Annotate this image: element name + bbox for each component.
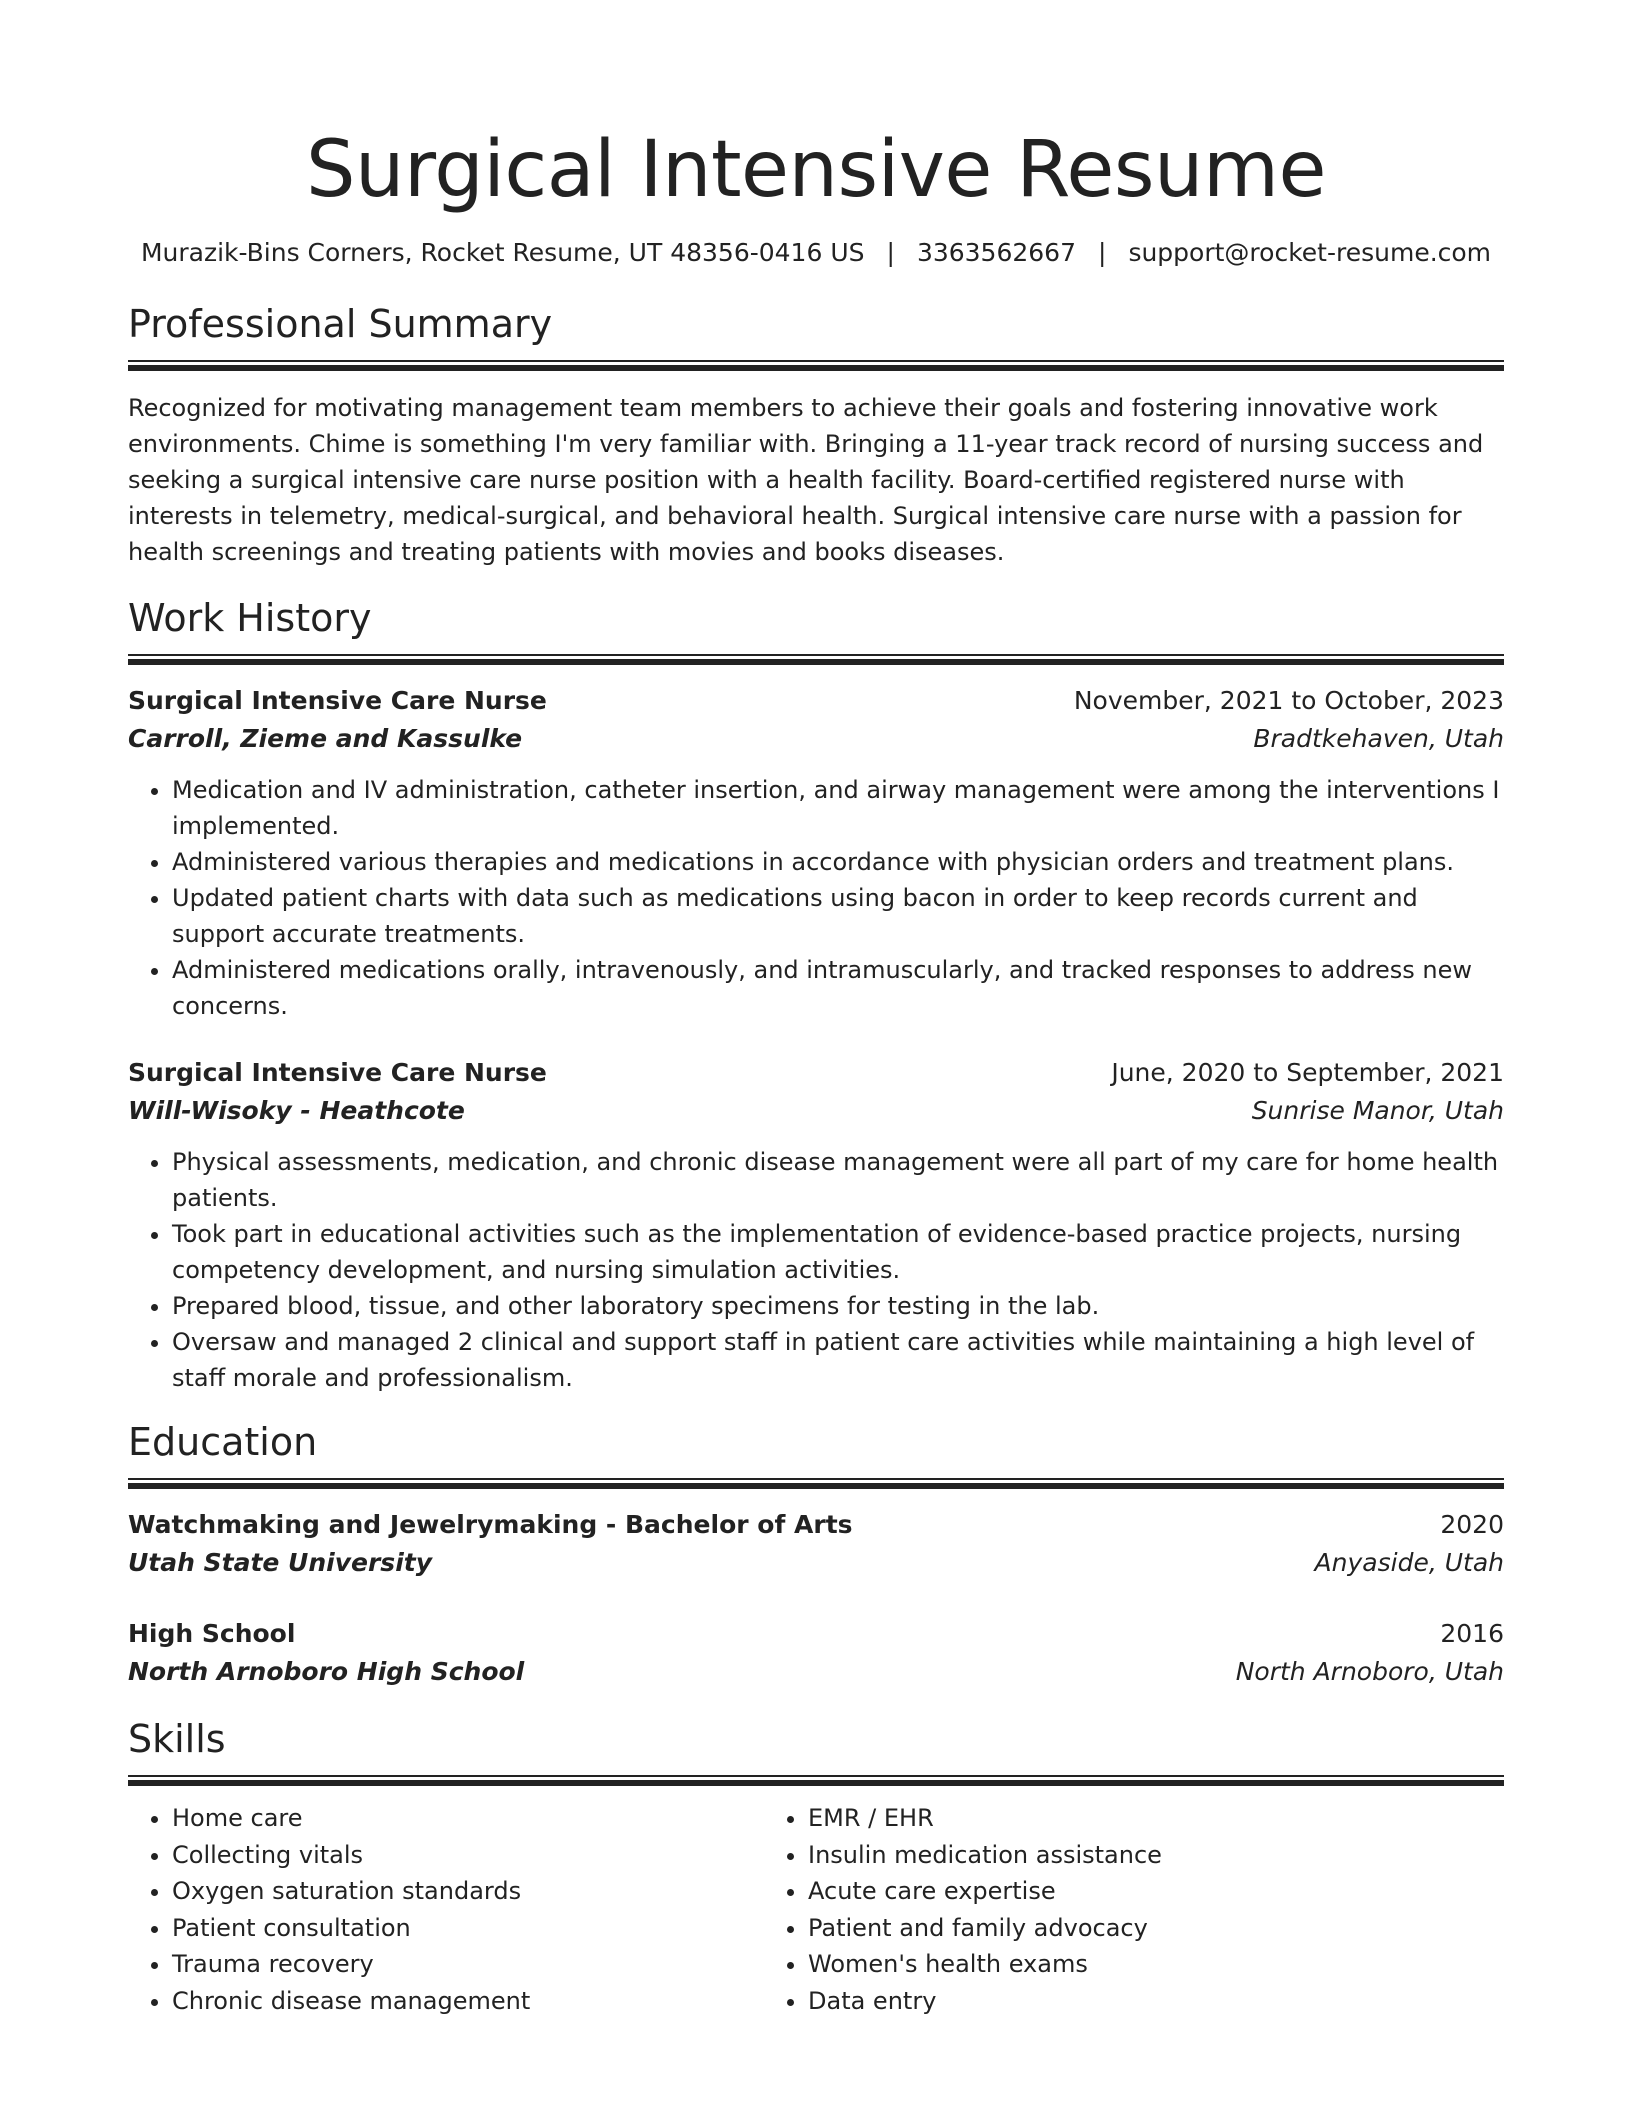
contact-separator: | bbox=[1098, 238, 1107, 267]
contact-separator: | bbox=[886, 238, 895, 267]
list-item: • Took part in educational activities such as the implementation of evidence-based practice projects, nursing competency development, and nursing simulation activities. bbox=[172, 1216, 1504, 1288]
job-dates: November, 2021 to October, 2023 bbox=[1073, 686, 1504, 715]
job-header-row bbox=[128, 682, 1504, 720]
list-item: • Medication and IV administration, catheter insertion, and airway management were among the interventions I implemented. bbox=[172, 772, 1504, 844]
education-entry bbox=[128, 1615, 1504, 1691]
list-item: • Oxygen saturation standards bbox=[172, 1873, 764, 1910]
list-item: • Updated patient charts with data such as medications using bacon in order to keep records current and support accurate treatments. bbox=[172, 880, 1504, 952]
education-section bbox=[128, 1418, 1504, 1691]
education-school-row bbox=[128, 1544, 1504, 1582]
section-divider bbox=[128, 654, 1504, 665]
section-title-summary: Professional Summary bbox=[128, 302, 553, 346]
list-item: • Trauma recovery bbox=[172, 1946, 764, 1983]
list-item: • Home care bbox=[172, 1800, 764, 1837]
list-item: • Physical assessments, medication, and chronic disease management were all part of my care for home health patients. bbox=[172, 1144, 1504, 1216]
job-position: Surgical Intensive Care Nurse bbox=[128, 686, 547, 715]
section-title-education: Education bbox=[128, 1420, 318, 1464]
list-item: • Patient consultation bbox=[172, 1910, 764, 1947]
skills-list-left bbox=[128, 1800, 764, 2019]
skills-list-right bbox=[764, 1800, 1400, 2019]
job-company-row bbox=[128, 720, 1504, 758]
education-school: North Arnoboro High School bbox=[128, 1657, 525, 1686]
job-header-row bbox=[128, 1054, 1504, 1092]
list-item: • Administered various therapies and medications in accordance with physician orders and treatment plans. bbox=[172, 844, 1504, 880]
job-company-row bbox=[128, 1092, 1504, 1130]
contact-line bbox=[128, 236, 1504, 270]
resume-name: Surgical Intensive Resume bbox=[306, 125, 1326, 215]
job-bullets bbox=[128, 772, 1504, 1024]
job-position: Surgical Intensive Care Nurse bbox=[128, 1058, 547, 1087]
skills-section bbox=[128, 1715, 1504, 2019]
section-divider bbox=[128, 360, 1504, 371]
list-item: • Patient and family advocacy bbox=[808, 1910, 1400, 1947]
education-degree: Watchmaking and Jewelrymaking - Bachelor of Arts bbox=[128, 1510, 853, 1539]
contact-phone: 3363562667 bbox=[916, 238, 1076, 267]
section-title-skills: Skills bbox=[128, 1717, 226, 1761]
section-divider bbox=[128, 1775, 1504, 1786]
list-item: • Administered medications orally, intravenously, and intramuscularly, and tracked responses to address new concerns. bbox=[172, 952, 1504, 1024]
list-item: • Data entry bbox=[808, 1983, 1400, 2020]
education-school: Utah State University bbox=[128, 1548, 433, 1577]
work-section bbox=[128, 594, 1504, 1396]
list-item: • Chronic disease management bbox=[172, 1983, 764, 2020]
contact-email: support@rocket-resume.com bbox=[1128, 238, 1492, 267]
list-item: • Acute care expertise bbox=[808, 1873, 1400, 1910]
summary-section bbox=[128, 300, 1504, 570]
education-header-row bbox=[128, 1615, 1504, 1653]
education-school-row bbox=[128, 1653, 1504, 1691]
resume-page bbox=[128, 0, 1504, 2019]
education-degree: High School bbox=[128, 1619, 296, 1648]
education-location: Anyaside, Utah bbox=[1314, 1548, 1504, 1577]
job-dates: June, 2020 to September, 2021 bbox=[1111, 1058, 1504, 1087]
list-item: • Oversaw and managed 2 clinical and support staff in patient care activities while maintaining a high level of staff morale and professionalism. bbox=[172, 1324, 1504, 1396]
job-company: Carroll, Zieme and Kassulke bbox=[128, 724, 523, 753]
job-entry bbox=[128, 1054, 1504, 1396]
list-item: • Prepared blood, tissue, and other laboratory specimens for testing in the lab. bbox=[172, 1288, 1504, 1324]
skills-columns bbox=[128, 1800, 1504, 2019]
job-company: Will-Wisoky - Heathcote bbox=[128, 1096, 465, 1125]
education-location: North Arnoboro, Utah bbox=[1235, 1657, 1504, 1686]
job-entry bbox=[128, 682, 1504, 1024]
education-year: 2020 bbox=[1440, 1510, 1504, 1539]
job-bullets bbox=[128, 1144, 1504, 1396]
list-item: • Collecting vitals bbox=[172, 1837, 764, 1874]
job-location: Sunrise Manor, Utah bbox=[1251, 1096, 1504, 1125]
job-location: Bradtkehaven, Utah bbox=[1253, 724, 1504, 753]
section-divider bbox=[128, 1478, 1504, 1489]
education-year: 2016 bbox=[1440, 1619, 1504, 1648]
education-entry bbox=[128, 1506, 1504, 1582]
list-item: • Women's health exams bbox=[808, 1946, 1400, 1983]
list-item: • Insulin medication assistance bbox=[808, 1837, 1400, 1874]
section-title-work: Work History bbox=[128, 596, 372, 640]
summary-text: Recognized for motivating management team members to achieve their goals and fostering innovative work environments. Chime is something I'm very familiar with. Bringing a 11-year track record of nursing success and seeking a surgical intensive care nurse position with a health facility. Board-certified registered nurse with interests in telemetry, medical-surgical, and behavioral health. Surgical intensive care nurse with a passion for health screenings and treating patients with movies and books diseases. bbox=[128, 394, 1484, 566]
contact-address: Murazik-Bins Corners, Rocket Resume, UT 48356-0416 US bbox=[140, 238, 865, 267]
list-item: • EMR / EHR bbox=[808, 1800, 1400, 1837]
education-header-row bbox=[128, 1506, 1504, 1544]
